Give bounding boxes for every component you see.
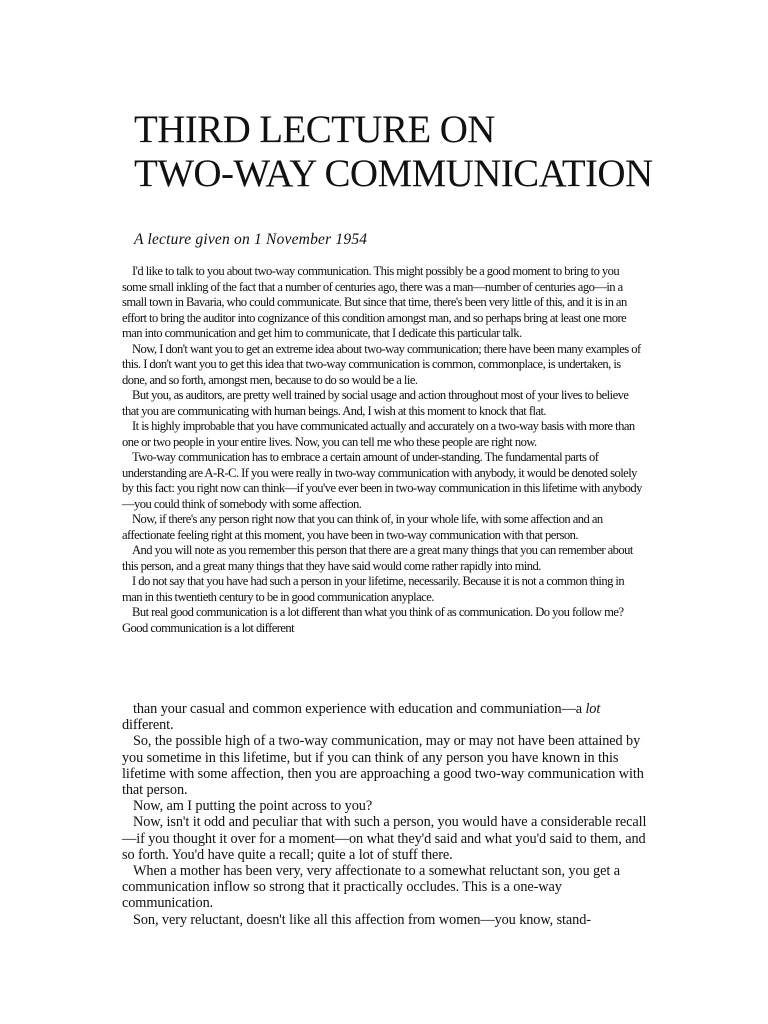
paragraph: Now, I don't want you to get an extreme idea about two-way communication; there have been many examples of this. I don't want you to get this idea that two-way communication is common, commonplace, is undertaken, is done, and so forth, amongst men, because to do so would be a lie. (122, 341, 641, 387)
paragraph: And you will note as you remember this person that there are a great many things that you can remember about this person, and a great many things that they have said would come rather rapidly into mind. (122, 543, 633, 573)
lecture-date-subtitle: A lecture given on 1 November 1954 (134, 231, 368, 248)
paragraph: Now, if there's any person right now that you can think of, in your whole life, with some affection and an affectionate feeling right at this moment, you have been in two-way communication with that person. (122, 512, 603, 542)
paragraph-continuation (122, 701, 648, 733)
paragraph: Son, very reluctant, doesn't like all this affection from women—you know, stand- (133, 911, 591, 928)
paragraph: So, the possible high of a two-way communication, may or may not have been attained by you sometime in this lifetime, but if you can think of any person you have known in this lifetime with some affection, then you are approaching a good two-way communication with that person. (122, 733, 644, 799)
paragraph: I'd like to talk to you about two-way communication. This might possibly be a good moment to bring to you some small inkling of the fact that a number of centuries ago, there was a man—number of centuries ago—in a small town in Bavaria, who could communicate. But since that time, there's been very little of this, and it is in an effort to bring the auditor into cognizance of this condition amongst man, and so perhaps bring at least one more man into communication and get him to communicate, that I dedicate this particular talk. (122, 264, 627, 340)
paragraph: But you, as auditors, are pretty well trained by social usage and action throughout most of your lives to believe that you are communicating with human beings. And, I wish at this moment to knock that flat. (122, 388, 629, 418)
title-line-1: THIRD LECTURE ON (134, 108, 495, 151)
continuation-text: than your casual and common experience with education and communiation—a (133, 701, 586, 717)
paragraph: It is highly improbable that you have communicated actually and accurately on a two-way basis with more than one or two people in your entire lives. Now, you can tell me who these people are right now. (122, 419, 635, 449)
paragraph: Now, am I putting the point across to you? (133, 798, 373, 815)
paragraph: I do not say that you have had such a person in your lifetime, necessarily. Because it is not a common thing in man in this twentieth century to be in good communication anyplace. (122, 574, 625, 604)
paragraph: Now, isn't it odd and peculiar that with such a person, you would have a considerable recall—if you thought it over for a moment—on what they'd said and what you'd said to them, and so forth. You'd have quite a recall; quite a lot of stuff there. (122, 814, 647, 863)
paragraph: Two-way communication has to embrace a certain amount of under-standing. The fundamental parts of understanding are A-R-C. If you were really in two-way communication with anybody, it would be denoted solely by this fact: you right now can think—if you've ever been in two-way communication in this lifetime with anybody—you could think of somebody with some affection. (122, 450, 642, 511)
body-text-large (122, 701, 648, 928)
title-line-2: TWO-WAY COMMUNICATION (134, 152, 653, 195)
lecture-title (134, 108, 734, 196)
emphasis-text: lot (585, 701, 601, 717)
body-text-small (122, 264, 646, 636)
paragraph: But real good communication is a lot different than what you think of as communication. Do you follow me? Good communication is a lot different (122, 605, 624, 635)
paragraph: When a mother has been very, very affectionate to a somewhat reluctant son, you get a communication inflow so strong that it practically occludes. This is a one-way communication. (122, 863, 620, 912)
continuation-text-end: different. (122, 717, 174, 734)
